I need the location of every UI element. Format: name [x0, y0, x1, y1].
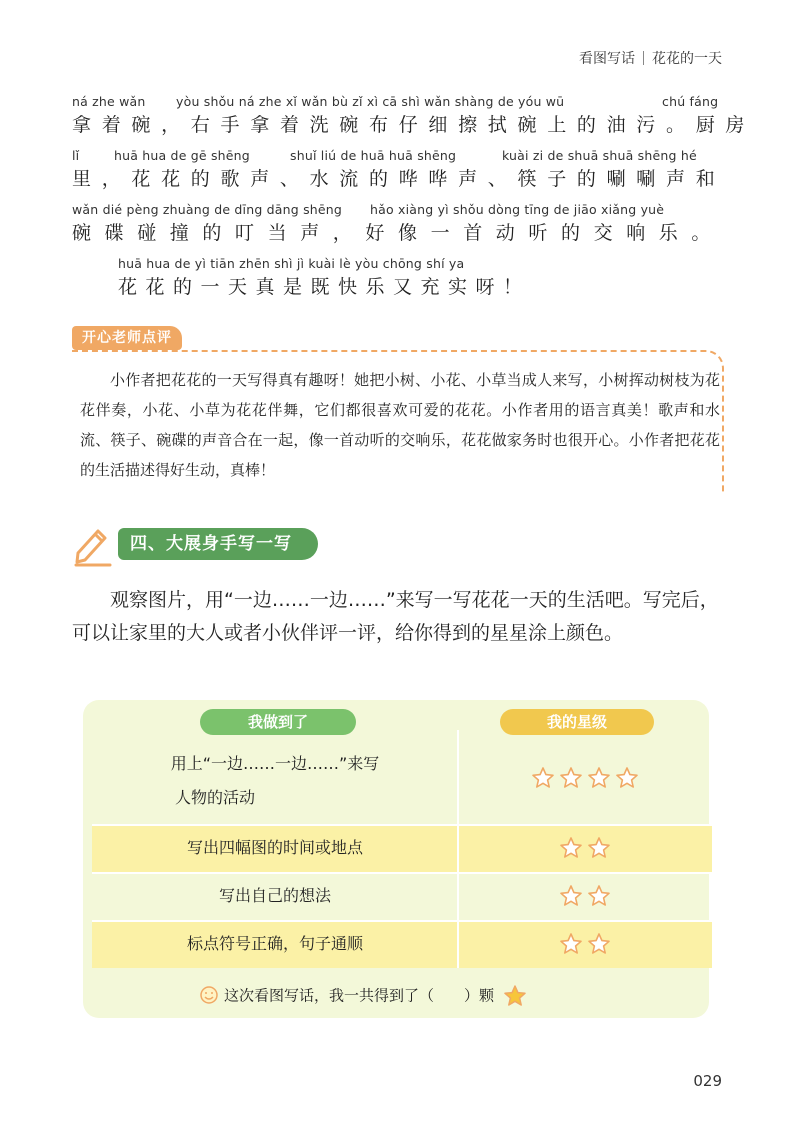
story-line-2 — [0, 148, 800, 192]
pinyin: yòu shǒu ná zhe xǐ wǎn bù zǐ xì cā shì wǎn shàng de yóu wū — [176, 94, 565, 109]
star-outline-icon[interactable] — [559, 884, 583, 908]
criterion-text: 写出自己的想法 — [218, 886, 331, 905]
hanzi-line: 里，花花的歌声、水流的哗哗声、筷子的唰唰声和 — [72, 168, 726, 190]
hanzi-line: 拿着碗，右手拿着洗碗布仔细擦拭碗上的油污。厨房 — [72, 114, 756, 136]
pinyin: wǎn dié pèng zhuàng de dīng dāng shēng — [72, 202, 343, 217]
star-outline-icon[interactable] — [559, 766, 583, 790]
smile-icon — [200, 986, 218, 1004]
evaluation-row — [92, 740, 712, 824]
pinyin: huā hua de yì tiān zhēn shì jì kuài lè yòu chōng shí ya — [118, 256, 465, 271]
star-outline-icon[interactable] — [559, 836, 583, 860]
evaluation-row — [92, 826, 712, 872]
star-outline-icon[interactable] — [587, 884, 611, 908]
header-section: 看图写话 — [579, 51, 635, 67]
page-number: 029 — [693, 1072, 722, 1090]
star-rating[interactable] — [458, 932, 712, 956]
pinyin: chú fáng — [662, 94, 719, 109]
pinyin: kuài zi de shuā shuā shēng hé — [502, 148, 697, 163]
star-rating[interactable] — [458, 884, 712, 908]
criterion-text: 用上“一边……一边……”来写 — [170, 754, 380, 773]
task-instructions: 观察图片，用“一边……一边……”来写一写花花一天的生活吧。写完后，可以让家里的大人或者小伙伴评一评，给你得到的星星涂上颜色。 — [72, 589, 719, 644]
star-outline-icon[interactable] — [587, 836, 611, 860]
pencil-icon — [72, 523, 112, 567]
comment-text: 小作者把花花的一天写得真有趣呀！她把小树、小花、小草当成人来写，小树挥动树枝为花花伴奏，小花、小草为花花伴舞，它们都很喜欢可爱的花花。小作者用的语言真美！歌声和水流、筷子、碗碟的声音合在一起，像一首动听的交响乐，花花做家务时也很开心。小作者把花花的生活描述得好生动，真棒！ — [80, 371, 720, 479]
star-outline-icon[interactable] — [615, 766, 639, 790]
column-divider — [457, 730, 459, 968]
star-outline-icon[interactable] — [587, 766, 611, 790]
pinyin: shuǐ liú de huā huā shēng — [290, 148, 457, 163]
pinyin: ná zhe wǎn — [72, 94, 146, 109]
story-line-4 — [0, 256, 800, 300]
story-line-1 — [0, 94, 800, 138]
total-stars-line — [200, 984, 529, 1008]
column-header-done: 我做到了 — [200, 709, 356, 735]
running-header — [579, 48, 722, 68]
hanzi-line: 碗碟碰撞的叮当声，好像一首动听的交响乐。 — [72, 222, 725, 244]
star-outline-icon[interactable] — [587, 932, 611, 956]
story-line-3 — [0, 202, 800, 246]
total-stars-text: 这次看图写话，我一共得到了（ ）颗 — [224, 986, 495, 1005]
evaluation-row — [92, 922, 712, 968]
star-rating[interactable] — [458, 836, 712, 860]
filled-star-icon — [503, 984, 527, 1008]
evaluation-row — [92, 874, 712, 920]
pinyin: huā hua de gē shēng — [114, 148, 250, 163]
section-title: 四、大展身手写一写 — [118, 528, 318, 560]
header-divider — [643, 51, 644, 65]
hanzi-line: 花花的一天真是既快乐又充实呀！ — [118, 276, 531, 298]
pinyin: hǎo xiàng yì shǒu dòng tīng de jiāo xiǎng yuè — [370, 202, 665, 217]
star-outline-icon[interactable] — [559, 932, 583, 956]
star-rating[interactable] — [458, 766, 712, 790]
star-outline-icon[interactable] — [531, 766, 555, 790]
criterion-text-cont: 人物的活动 — [174, 788, 255, 807]
column-header-stars: 我的星级 — [500, 709, 654, 735]
comment-label: 开心老师点评 — [72, 326, 182, 350]
pinyin: lǐ — [72, 148, 80, 163]
criterion-text: 写出四幅图的时间或地点 — [186, 838, 363, 857]
criterion-text: 标点符号正确，句子通顺 — [186, 934, 363, 953]
header-title: 花花的一天 — [652, 51, 722, 67]
